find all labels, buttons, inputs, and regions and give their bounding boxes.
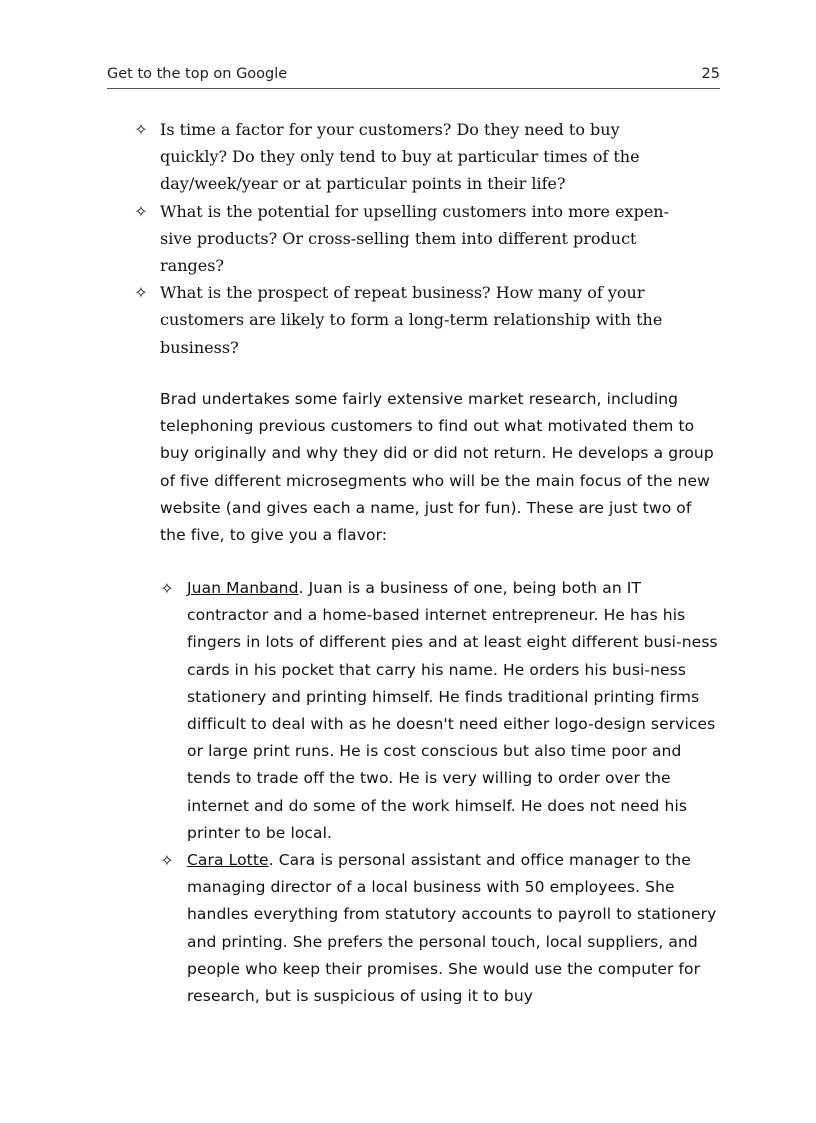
running-head-title: Get to the top on Google bbox=[107, 66, 288, 82]
question-text: What is the prospect of repeat business? How many of your customers are likely to form a long-term relationship with the business? bbox=[160, 283, 663, 357]
four-pointed-star-icon: ✧ bbox=[134, 120, 148, 139]
list-item bbox=[0, 575, 720, 847]
question-text: What is the potential for upselling customers into more expen-sive products? Or cross-selling them into different product ranges? bbox=[160, 201, 669, 276]
question-text: Is time a factor for your customers? Do they need to buy quickly? Do they only tend to buy at particular times of the day/week/year or at particular points in their life? bbox=[160, 120, 640, 194]
persona-description: . Cara is personal assistant and office manager to the managing director of a local business with 50 employees. She handles everything from statutory accounts to payroll to stationery and printing. She prefers the personal touch, local suppliers, and people who keep their promises. She would use the computer for research, but is suspicious of using it to buy bbox=[187, 851, 717, 1006]
list-item bbox=[0, 279, 680, 361]
page-number: 25 bbox=[701, 66, 720, 82]
four-pointed-star-icon: ✧ bbox=[160, 851, 174, 871]
question-list bbox=[0, 116, 816, 361]
list-item bbox=[0, 116, 680, 198]
persona-description: . Juan is a business of one, being both an IT contractor and a home-based internet entrepreneur. He has his fingers in lots of different pies and at least eight different busi-ness cards in his pocket that carry his name. He orders his busi-ness stationery and printing himself. He finds traditional printing firms difficult to deal with as he doesn't need either logo-design services or large print runs. He is cost conscious but also time poor and tends to trade off the two. He is very willing to order over the internet and do some of the work himself. He does not need his printer to be local. bbox=[187, 579, 718, 842]
persona-name: Juan Manband bbox=[187, 579, 299, 597]
running-head bbox=[107, 66, 720, 89]
four-pointed-star-icon: ✧ bbox=[160, 579, 174, 598]
list-item bbox=[0, 198, 680, 280]
four-pointed-star-icon: ✧ bbox=[134, 201, 148, 221]
list-item bbox=[0, 847, 720, 1010]
persona-list bbox=[0, 575, 816, 1010]
body-paragraph: Brad undertakes some fairly extensive market research, including telephoning previous customers to find out what motivated them to buy originally and why they did or did not return. He develops a group of five different microsegments who will be the main focus of the new website (and gives each a name, just for fun). These are just two of the five, to give you a flavor: bbox=[160, 390, 714, 545]
four-pointed-star-icon: ✧ bbox=[134, 283, 148, 303]
persona-name: Cara Lotte bbox=[187, 851, 269, 870]
